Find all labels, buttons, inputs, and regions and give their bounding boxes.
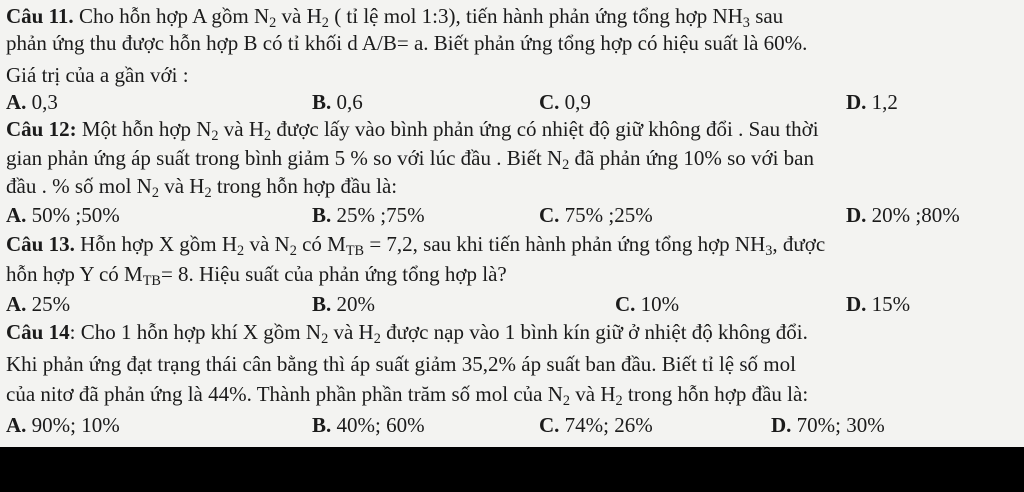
option-text: 0,3 — [26, 90, 58, 114]
subscript: TB — [345, 242, 365, 259]
text-run: Khi phản ứng đạt trạng thái cân bằng thì áp suất giảm 35,2% áp suất ban đầu. Biết tỉ lệ số mol — [6, 352, 796, 376]
option-letter: D. — [846, 292, 867, 316]
question-11-option-c[interactable] — [539, 90, 591, 114]
option-letter: D. — [771, 413, 792, 437]
question-11-option-b[interactable] — [312, 90, 363, 114]
question-13-line-2 — [6, 262, 507, 289]
option-text: 75% ;25% — [559, 203, 653, 227]
question-14-option-d[interactable] — [771, 413, 885, 437]
option-text: 1,2 — [866, 90, 898, 114]
question-12-option-c[interactable] — [539, 203, 653, 227]
text-run: gian phản ứng áp suất trong bình giảm 5 % so với lúc đầu . Biết N — [6, 146, 563, 170]
question-13-title: Câu 13. — [6, 232, 75, 256]
subscript: 3 — [742, 14, 750, 31]
question-12-title: Câu 12: — [6, 117, 77, 141]
subscript: 2 — [321, 14, 329, 31]
text-run: ( tỉ lệ mol 1:3), tiến hành phản ứng tổng hợp NH — [328, 4, 743, 28]
subscript: 2 — [373, 330, 381, 347]
question-14-option-b[interactable] — [312, 413, 425, 437]
option-text: 20% — [331, 292, 376, 316]
question-14-line-3 — [6, 382, 809, 409]
text-run: đã phản ứng 10% so với ban — [569, 146, 814, 170]
option-letter: B. — [312, 90, 332, 114]
question-14-option-a[interactable] — [6, 413, 120, 437]
option-text: 25% ;75% — [331, 203, 425, 227]
option-letter: D. — [846, 90, 867, 114]
text-run: và H — [276, 4, 322, 28]
question-12-option-d[interactable] — [846, 203, 960, 227]
text-run: và H — [158, 174, 205, 198]
text-run: Một hỗn hợp N — [76, 117, 212, 141]
option-text: 25% — [26, 292, 71, 316]
subscript: 2 — [562, 392, 571, 409]
option-letter: A. — [6, 203, 27, 227]
question-12-line-1 — [6, 117, 819, 144]
subscript: 2 — [237, 242, 245, 259]
question-13-option-d[interactable] — [846, 292, 910, 316]
question-12-line-2 — [6, 146, 814, 173]
question-14-title: Câu 14 — [6, 320, 70, 344]
text-run: = 8. Hiệu suất của phản ứng tổng hợp là? — [160, 262, 507, 286]
option-letter: C. — [615, 292, 636, 316]
question-11-option-d[interactable] — [846, 90, 898, 114]
subscript: 2 — [269, 14, 277, 31]
subscript: 2 — [562, 156, 570, 173]
subscript: 2 — [204, 184, 212, 201]
option-letter: D. — [846, 203, 867, 227]
text-run: trong hỗn hợp đầu là: — [211, 174, 398, 198]
question-11-line-2 — [6, 31, 807, 55]
text-run: và H — [218, 117, 265, 141]
option-text: 0,9 — [559, 90, 591, 114]
option-letter: B. — [312, 292, 332, 316]
text-run: Hỗn hợp X gồm H — [74, 232, 238, 256]
text-run: : Cho 1 hỗn hợp khí X gồm N — [69, 320, 322, 344]
subscript: 2 — [211, 127, 219, 144]
question-13-option-a[interactable] — [6, 292, 70, 316]
text-run: và H — [570, 382, 616, 406]
option-text: 20% ;80% — [866, 203, 960, 227]
option-text: 50% ;50% — [26, 203, 120, 227]
option-letter: A. — [6, 413, 27, 437]
text-run: hỗn hợp Y có M — [6, 262, 143, 286]
text-run: , được — [772, 232, 826, 256]
option-letter: C. — [539, 90, 560, 114]
option-letter: C. — [539, 413, 560, 437]
option-letter: B. — [312, 413, 332, 437]
text-run: trong hỗn hợp đầu là: — [622, 382, 809, 406]
question-11-line-1 — [6, 4, 784, 31]
option-text: 10% — [635, 292, 680, 316]
question-11-title: Câu 11. — [6, 4, 74, 28]
option-text: 70%; 30% — [791, 413, 885, 437]
text-run: Cho hỗn hợp A gồm N — [73, 4, 270, 28]
subscript: 2 — [151, 184, 159, 201]
option-letter: A. — [6, 292, 27, 316]
question-12-option-a[interactable] — [6, 203, 120, 227]
text-run: sau — [749, 4, 784, 28]
question-13-option-c[interactable] — [615, 292, 679, 316]
text-run: được lấy vào bình phản ứng có nhiệt độ giữ không đổi . Sau thời — [271, 117, 819, 141]
text-run: = 7,2, sau khi tiến hành phản ứng tổng hợp NH — [364, 232, 766, 256]
option-letter: B. — [312, 203, 332, 227]
subscript: 3 — [765, 242, 773, 259]
question-13-option-b[interactable] — [312, 292, 375, 316]
question-13-line-1 — [6, 232, 826, 259]
text-run: được nạp vào 1 bình kín giữ ở nhiệt độ không đổi. — [380, 320, 808, 344]
question-11-line-3 — [6, 63, 189, 87]
text-run: có M — [296, 232, 346, 256]
question-12-line-3 — [6, 174, 398, 201]
option-letter: C. — [539, 203, 560, 227]
question-11-option-a[interactable] — [6, 90, 58, 114]
subscript: 2 — [264, 127, 272, 144]
question-14-option-c[interactable] — [539, 413, 653, 437]
text-run: và N — [244, 232, 290, 256]
option-letter: A. — [6, 90, 27, 114]
text-run: phản ứng thu được hỗn hợp B có tỉ khối d A/B= a. Biết phản ứng tổng hợp có hiệu suất là 60%. — [6, 31, 808, 55]
subscript: TB — [142, 272, 161, 289]
bottom-black-bar — [0, 447, 1024, 492]
text-run: đầu . % số mol N — [6, 174, 152, 198]
option-text: 15% — [866, 292, 911, 316]
text-run: Giá trị của a gần với : — [6, 63, 189, 87]
question-14-line-2 — [6, 352, 796, 376]
subscript: 2 — [321, 330, 329, 347]
text-run: của nitơ đã phản ứng là 44%. Thành phần phần trăm số mol của N — [6, 382, 563, 406]
question-12-option-b[interactable] — [312, 203, 425, 227]
option-text: 90%; 10% — [26, 413, 120, 437]
question-14-line-1 — [6, 320, 808, 347]
option-text: 74%; 26% — [559, 413, 653, 437]
text-run: và H — [328, 320, 374, 344]
subscript: 2 — [289, 242, 297, 259]
subscript: 2 — [615, 392, 623, 409]
option-text: 40%; 60% — [331, 413, 425, 437]
option-text: 0,6 — [331, 90, 363, 114]
